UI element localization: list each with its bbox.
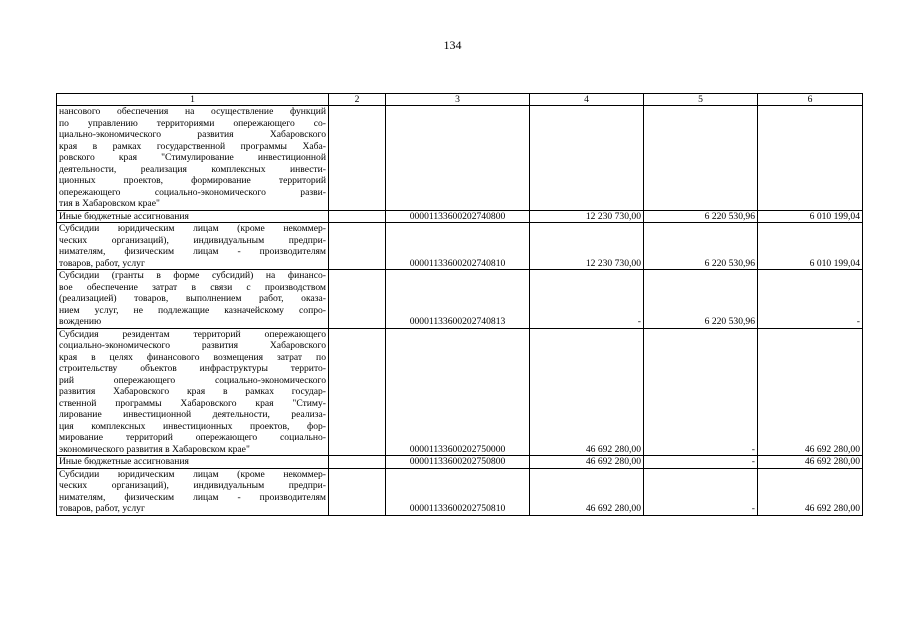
row-value-col4: -: [530, 270, 644, 329]
description-line: развития Хабаровского края в рамках государ-: [59, 386, 326, 397]
description-line: ческих организаций), индивидуальным предпри-: [59, 234, 326, 246]
column-header-1: 1: [57, 94, 329, 106]
row-code: 00001133600202740800: [386, 210, 530, 223]
row-col2: [329, 106, 386, 211]
column-header-2: 2: [329, 94, 386, 106]
row-code: 00001133600202750000: [386, 328, 530, 456]
row-col2: [329, 223, 386, 270]
description-line: нимателям, физическим лицам - производителям: [59, 491, 326, 503]
row-col2: [329, 210, 386, 223]
description-line: циально-экономического развития Хабаровского: [59, 129, 326, 140]
row-code: 00001133600202740810: [386, 223, 530, 270]
row-value-col6: 46 692 280,00: [758, 468, 863, 515]
description-line: Иные бюджетные ассигнования: [59, 210, 189, 222]
row-description: [57, 223, 329, 270]
description-line: товаров, работ, услуг: [59, 257, 145, 269]
row-value-col5: -: [644, 456, 758, 469]
description-line: рий опережающего социально-экономического: [59, 374, 326, 386]
row-description: [57, 328, 329, 456]
column-header-3: 3: [386, 94, 530, 106]
row-col2: [329, 328, 386, 456]
row-value-col4: [530, 106, 644, 211]
row-code: [386, 106, 530, 211]
description-line: социально-экономического развития Хабаровского: [59, 340, 326, 351]
description-line: мирование территорий опережающего социально-: [59, 432, 326, 443]
description-line: вождению: [59, 316, 102, 327]
budget-table: [56, 93, 863, 516]
table-body: [57, 106, 863, 516]
row-value-col4: 46 692 280,00: [530, 328, 644, 456]
page-number: 134: [443, 38, 462, 52]
description-line: ственной программы Хабаровского края "Стиму-: [59, 397, 326, 409]
column-header-5: 5: [644, 94, 758, 106]
row-code: 00001133600202740813: [386, 270, 530, 329]
row-value-col5: 6 220 530,96: [644, 210, 758, 223]
table-row: [57, 270, 863, 329]
row-description: [57, 270, 329, 329]
description-line: нансового обеспечения на осуществление функций: [59, 106, 326, 117]
row-description: [57, 456, 329, 469]
description-line: Субсидии юридическим лицам (кроме некоммер-: [59, 223, 326, 234]
row-description: [57, 106, 329, 211]
row-col2: [329, 270, 386, 329]
description-line: Иные бюджетные ассигнования: [59, 456, 189, 467]
description-line: опережающего социально-экономического разви-: [59, 186, 326, 198]
row-value-col5: -: [644, 328, 758, 456]
table-row: [57, 223, 863, 270]
table-row: [57, 106, 863, 211]
table-row: [57, 328, 863, 456]
row-value-col5: [644, 106, 758, 211]
row-value-col6: 46 692 280,00: [758, 328, 863, 456]
row-value-col5: 6 220 530,96: [644, 223, 758, 270]
description-line: ционных проектов, формирование территорий: [59, 175, 326, 186]
table-row: [57, 210, 863, 223]
description-line: строительству объектов инфраструктуры террито-: [59, 363, 326, 374]
row-value-col6: 6 010 199,04: [758, 223, 863, 270]
description-line: нимателям, физическим лицам - производителям: [59, 246, 326, 257]
row-col2: [329, 468, 386, 515]
table-row: [57, 468, 863, 515]
description-line: Субсидии юридическим лицам (кроме некоммер-: [59, 468, 326, 480]
description-line: лирование инвестиционной деятельности, реализа-: [59, 409, 326, 420]
description-line: товаров, работ, услуг: [59, 503, 145, 514]
description-line: Субсидии (гранты в форме субсидий) на финансо-: [59, 270, 326, 281]
row-value-col6: -: [758, 270, 863, 329]
description-line: ция комплексных инвестиционных проектов, фор-: [59, 420, 326, 432]
row-value-col4: 46 692 280,00: [530, 468, 644, 515]
table-header-row: [57, 94, 863, 106]
row-description: [57, 468, 329, 515]
description-line: края в рамках государственной программы Хаба-: [59, 140, 326, 152]
column-header-4: 4: [530, 94, 644, 106]
description-line: нием услуг, не подлежащие казначейскому сопро-: [59, 304, 326, 316]
description-line: ровского края "Стимулирование инвестиционной: [59, 152, 326, 163]
row-description: [57, 210, 329, 223]
row-value-col5: -: [644, 468, 758, 515]
row-code: 00001133600202750810: [386, 468, 530, 515]
description-line: (реализацией) товаров, выполнением работ, оказа-: [59, 293, 326, 304]
table-row: [57, 456, 863, 469]
description-line: тия в Хабаровском крае": [59, 198, 160, 209]
description-line: вое обеспечение затрат в связи с производством: [59, 281, 326, 293]
column-header-6: 6: [758, 94, 863, 106]
row-value-col4: 46 692 280,00: [530, 456, 644, 469]
row-value-col6: 6 010 199,04: [758, 210, 863, 223]
description-line: края в целях финансового возмещения затрат по: [59, 351, 326, 363]
row-value-col5: 6 220 530,96: [644, 270, 758, 329]
description-line: деятельности, реализация комплексных инвести-: [59, 163, 326, 175]
description-line: экономического развития в Хабаровском крае": [59, 443, 250, 455]
row-value-col6: 46 692 280,00: [758, 456, 863, 469]
description-line: по управлению территориями опережающего со-: [59, 117, 326, 129]
description-line: ческих организаций), индивидуальным предпри-: [59, 480, 326, 491]
row-value-col4: 12 230 730,00: [530, 210, 644, 223]
row-value-col4: 12 230 730,00: [530, 223, 644, 270]
row-value-col6: [758, 106, 863, 211]
description-line: Субсидия резидентам территорий опережающего: [59, 328, 326, 340]
row-col2: [329, 456, 386, 469]
row-code: 00001133600202750800: [386, 456, 530, 469]
